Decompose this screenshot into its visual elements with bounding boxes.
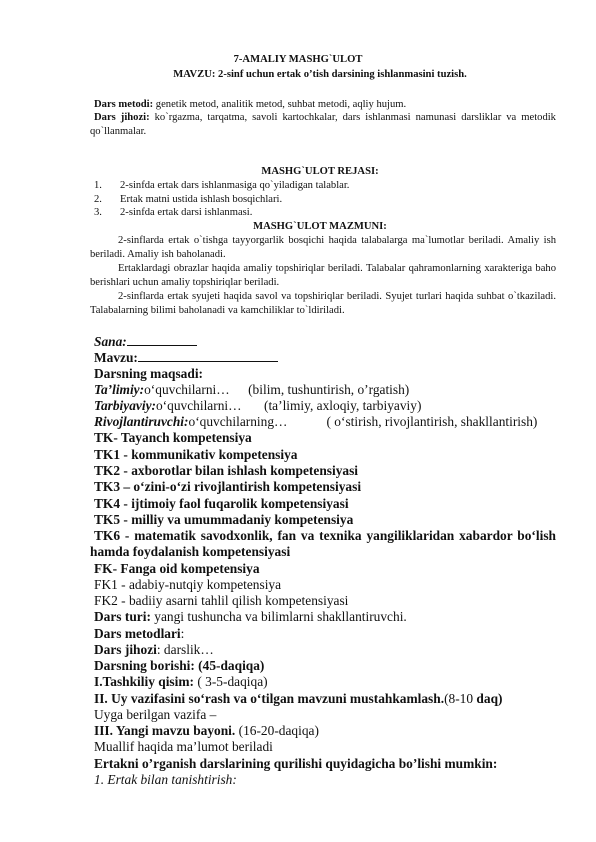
author-info: Muallif haqida ma’lumot beriladi [94,739,273,754]
methods-text: genetik metod, analitik metod, suhbat metodi, aqliy hujum. [153,99,407,110]
equipment-text: ko`rgazma, tarqatma, savoli kartochkalar, dars ishlanmasi namunasi darsliklar va metodik qo`llanmalar. [90,112,556,137]
date-field [94,333,556,350]
goal-educational: Ta’limiy:o‘quvchilarni… (bilim, tushuntirish, o’rgatish) [94,382,410,397]
list-item: 1. 2-sinfda ertak dars ishlanmasiga qo`yiladigan talablar. [94,180,350,191]
step-one: 1. Ertak bilan tanishtirish: [94,772,237,787]
tk-heading: TK- Tayanch kompetensiya [94,430,252,445]
methods-label: Dars metodi: [94,99,154,110]
lesson-methods-field: Dars metodlari: [94,626,185,641]
date-label: Sana: [94,334,127,349]
content-paragraph: Ertaklardagi obrazlar haqida amaliy topshiriqlar beriladi. Talabalar qahramonlarning xarakteriga baho berishlari uchun amaliy topshiriqlar beriladi. [90,263,556,288]
equipment-label: Dars jihozi: [94,112,150,123]
fk-item: FK1 - adabiy-nutqiy kompetensiya [94,577,282,592]
structure-heading: Ertakni o’rganish darslarining qurilishi quyidagicha bo’lishi mumkin: [94,756,498,771]
plan-title: MASHG`ULOT REJASI: [261,166,379,177]
exercise-title: 7-AMALIY MASHG`ULOT [233,54,363,65]
tk-item: TK5 - milliy va umummadaniy kompetensiya [94,512,354,527]
topic-label: Mavzu: [94,350,138,365]
goal-heading: Darsning maqsadi: [94,366,204,381]
lesson-type: Dars turi: yangi tushuncha va bilimlarni shakllantiruvchi. [94,609,407,624]
list-item: 2. Ertak matni ustida ishlash bosqichlari. [94,193,283,205]
fk-item: FK2 - badiiy asarni tahlil qilish kompetensiyasi [94,593,349,608]
plan-list [94,179,560,220]
content-paragraph: 2-sinflarda ertak o`tishga tayyorgarlik bosqichi haqida talabalarga ma`lumotlar beriladi. Amaliy ish beriladi. Amaliy ish baholanadi. [90,235,556,260]
goal-upbringing: Tarbiyaviy:o‘quvchilarni… (ta’limiy, axloqiy, tarbiyaviy) [94,398,422,413]
tk-item: TK4 - ijtimoiy faol fuqarolik kompetensiyasi [94,496,349,511]
goal-developmental: Rivojlantiruvchi:o‘quvchilarning… ( o‘stirish, rivojlantirish, shakllantirish) [94,414,538,429]
lesson-equipment-field: Dars jihozi: darslik… [94,642,214,657]
tk-item: TK2 - axborotlar bilan ishlash kompetensiyasi [94,463,359,478]
stage-new-topic: III. Yangi mavzu bayoni. (16-20-daqiqa) [94,723,319,738]
content-title: MASHG`ULOT MAZMUNI: [253,221,387,232]
lesson-methods [94,98,556,112]
content-paragraph: 2-sinflarda ertak syujeti haqida savol va topshiriqlar beriladi. Syujet turlari haqida suhbat o`tkaziladi. Talabalarning bilimi baholanadi va kamchiliklar to`ldiriladi. [90,291,556,316]
lesson-equipment [90,111,556,138]
fk-heading: FK- Fanga oid kompetensiya [94,561,260,576]
topic-field [94,349,556,366]
date-blank [127,333,197,346]
list-item: 3. 2-sinfda ertak darsi ishlanmasi. [94,207,253,219]
topic-heading: MAVZU: 2-sinf uchun ertak o’tish darsining ishlanmasini tuzish. [173,69,467,80]
stage-organizational: I.Tashkiliy qisim: ( 3-5-daqiqa) [94,674,268,689]
tk-item: TK3 – o‘zini-o‘zi rivojlantirish kompetensiyasi [94,479,362,494]
tk6-item: TK6 - matematik savodxonlik, fan va texnika yangiliklaridan xabardor bo‘lish hamda foydalanish kompetensiyasi [90,528,556,560]
lesson-course: Darsning borishi: (45-daqiqa) [94,658,265,673]
stage-homework-check: II. Uy vazifasini so‘rash va o‘tilgan mavzuni mustahkamlash.(8-10 daq) [94,691,503,706]
topic-blank [138,349,278,362]
tk-item: TK1 - kommunikativ kompetensiya [94,447,298,462]
homework-line: Uyga berilgan vazifa – [94,707,217,722]
